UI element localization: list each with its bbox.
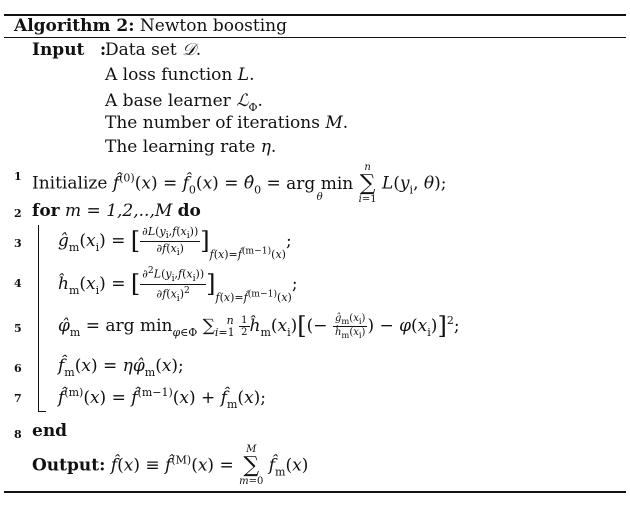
step-number: 8 (14, 428, 22, 441)
step-gradient: $ĝ_m(x_i)$ = [ $\frac{\partial L(y_i,f(x_i))}{\partial f(x_i)}$ ]$_{f(x)=f̂^{(m-1)}(x)}$; (58, 225, 292, 262)
step-initialize: Initialize f̂$^{(0)}$(x) = $f̂_0(x)$ = $\thetâ_0$ = arg min θ n ∑ i=1 $L(y_i$, θ); (32, 162, 447, 205)
algorithm-name: Newton boosting (139, 16, 288, 36)
input-item-learner: A base learner ℒ$_\Phi$. (105, 91, 263, 114)
input-label: Input (32, 40, 85, 60)
algorithm-label: Algorithm 2: (14, 16, 135, 36)
title-rule (4, 37, 626, 38)
step-number: 7 (14, 392, 22, 405)
input-item-rate: The learning rate η. (105, 137, 277, 157)
step-number: 1 (14, 170, 22, 183)
step-shrink: $f̂_m(x)$ = $\eta\varphî_m(x)$; (58, 356, 184, 379)
step-number: 5 (14, 322, 22, 335)
step-end: end (32, 421, 68, 441)
step-update: f̂$^{(m)}$(x) = f̂$^{(m-1)}$(x) + $f̂_m(x)$; (58, 386, 267, 411)
input-colon: : (99, 40, 107, 60)
loop-end-tick (38, 411, 46, 412)
output-row: Output: f̂(x) ≡ f̂$^{(M)}$(x) = M ∑ m=0 $f̂_m(x)$ (32, 444, 309, 487)
algorithm-title (14, 16, 287, 36)
step-number: 2 (14, 207, 22, 220)
step-number: 3 (14, 237, 22, 250)
input-item-dataset: Data set 𝒟. (105, 40, 202, 60)
input-item-iterations: The number of iterations M. (105, 113, 349, 133)
step-for-loop: for m = 1,2,..,M do (32, 201, 201, 221)
input-item-loss: A loss function L. (105, 65, 255, 85)
step-number: 4 (14, 277, 22, 290)
step-number: 6 (14, 362, 22, 375)
step-hessian: $ĥ_m(x_i)$ = [ $\frac{\partial^2L(y_i,f(x_i))}{\partial f(x_i)^2}$ ]$_{f(x)=f̂^{(m-1)}(x)}$; (58, 265, 298, 304)
input-row (32, 40, 106, 60)
step-argmin: $\varphî_m$ = arg $\min_{\varphi\in\Phi} \sum_{i=1}^n$ $\frac{1}{2}$ $ĥ_m(x_i)[(-$ $\frac{ĝ_m(x_i)}{ĥ_m(x_i)}$ ) − $\varphi(x_i)]^2$; (58, 312, 460, 340)
bottom-rule (4, 491, 626, 493)
output-label: Output: (32, 455, 106, 476)
loop-body-bar (38, 225, 39, 412)
